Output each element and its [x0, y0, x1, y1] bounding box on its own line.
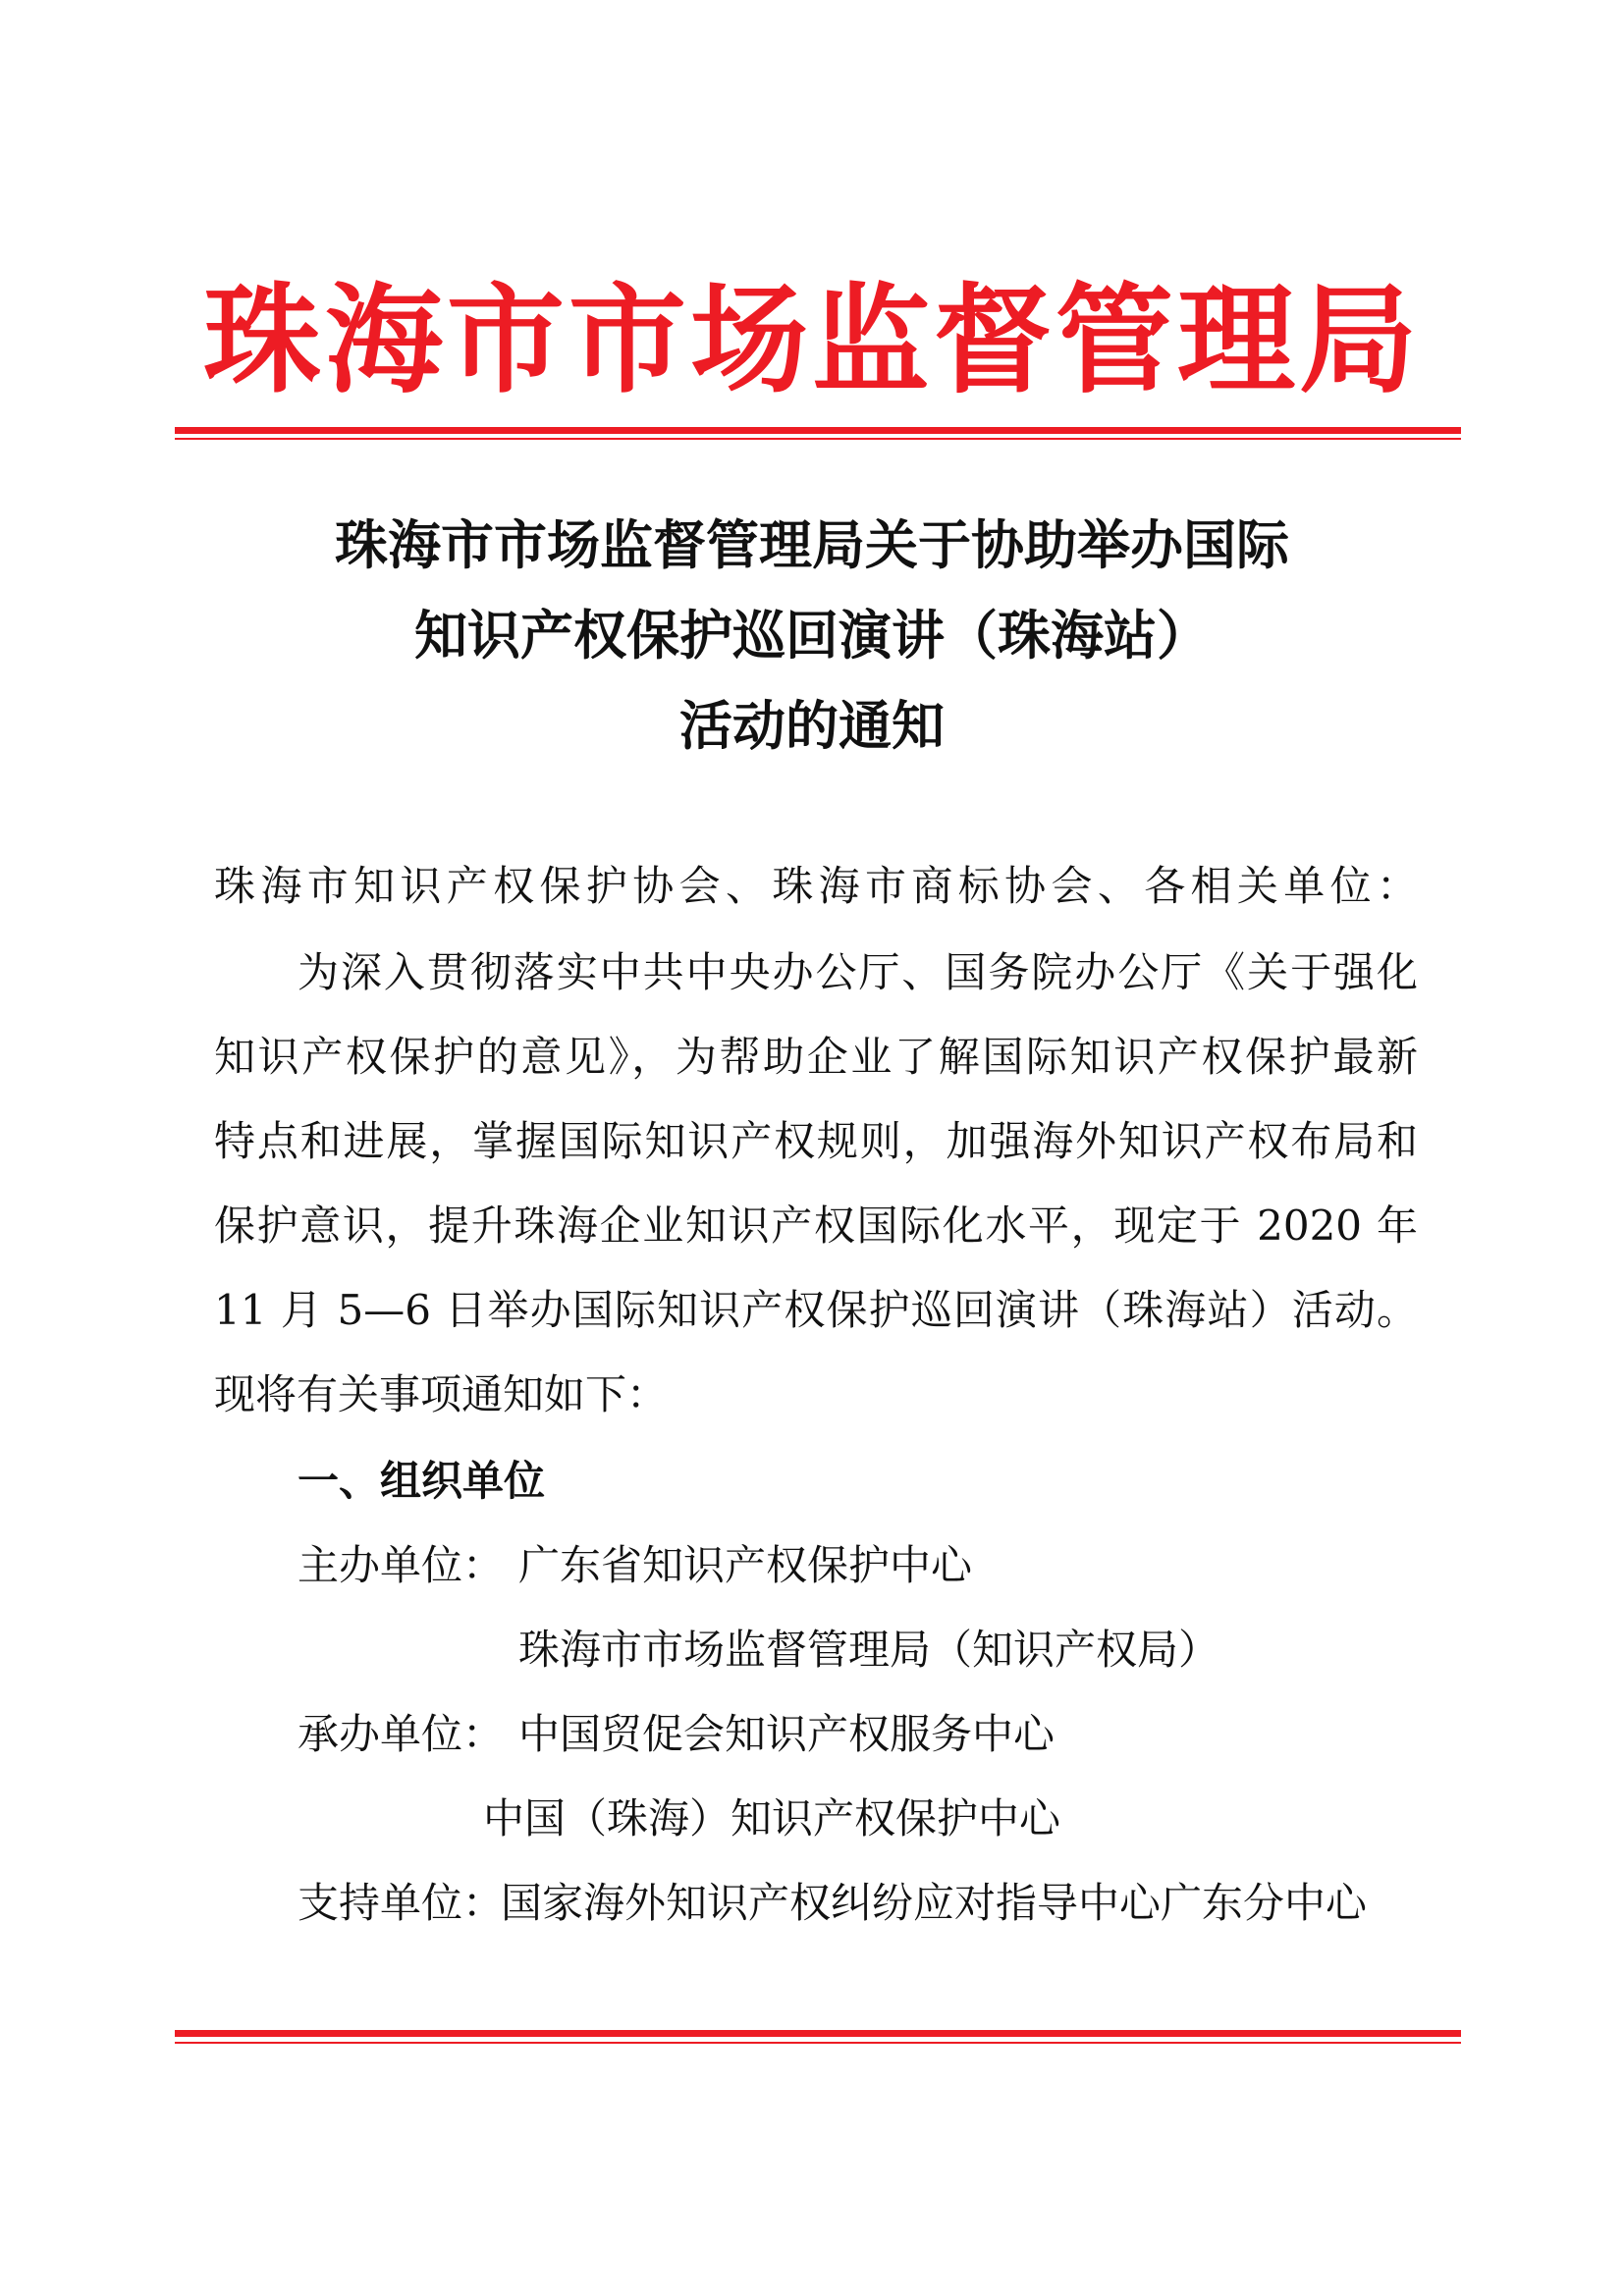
host-1: 广东省知识产权保护中心: [518, 1541, 973, 1589]
masthead-rule-thick: [175, 427, 1461, 434]
footer-rule-thick: [175, 2030, 1461, 2037]
masthead-agency-name: 珠海市市场监督管理局: [203, 271, 1421, 409]
support-1: 国家海外知识产权纠纷应对指导中心广东分中心: [501, 1879, 1368, 1927]
document-title-line-3: 活动的通知: [679, 695, 945, 757]
organizer-label: 承办单位：: [298, 1710, 505, 1758]
document-title-line-1: 珠海市市场监督管理局关于协助举办国际: [335, 514, 1289, 576]
paragraph-line-2: 知识产权保护的意见》，为帮助企业了解国际知识产权保护最新: [214, 1033, 1418, 1081]
host-2: 珠海市市场监督管理局（知识产权局）: [518, 1626, 1220, 1674]
footer-rule-thin: [175, 2042, 1461, 2044]
masthead-rule-thin: [175, 438, 1461, 440]
host-label: 主办单位：: [298, 1541, 505, 1589]
organizer-2: 中国（珠海）知识产权保护中心: [483, 1794, 1061, 1842]
salutation: 珠海市知识产权保护协会、珠海市商标协会、各相关单位：: [214, 862, 1418, 910]
section-heading-organizers: 一、组织单位: [298, 1457, 546, 1505]
support-label: 支持单位：: [298, 1879, 505, 1927]
paragraph-line-5: 11 月 5—6 日举办国际知识产权保护巡回演讲（珠海站）活动。: [214, 1286, 1418, 1334]
paragraph-line-3: 特点和进展，掌握国际知识产权规则，加强海外知识产权布局和: [214, 1117, 1418, 1165]
paragraph-line-6: 现将有关事项通知如下：: [214, 1370, 669, 1418]
paragraph-line-1: 为深入贯彻落实中共中央办公厅、国务院办公厅《关于强化: [298, 948, 1418, 996]
organizer-1: 中国贸促会知识产权服务中心: [518, 1710, 1056, 1758]
document-title-line-2: 知识产权保护巡回演讲（珠海站）: [414, 605, 1210, 667]
paragraph-line-4: 保护意识，提升珠海企业知识产权国际化水平，现定于 2020 年: [214, 1201, 1418, 1250]
